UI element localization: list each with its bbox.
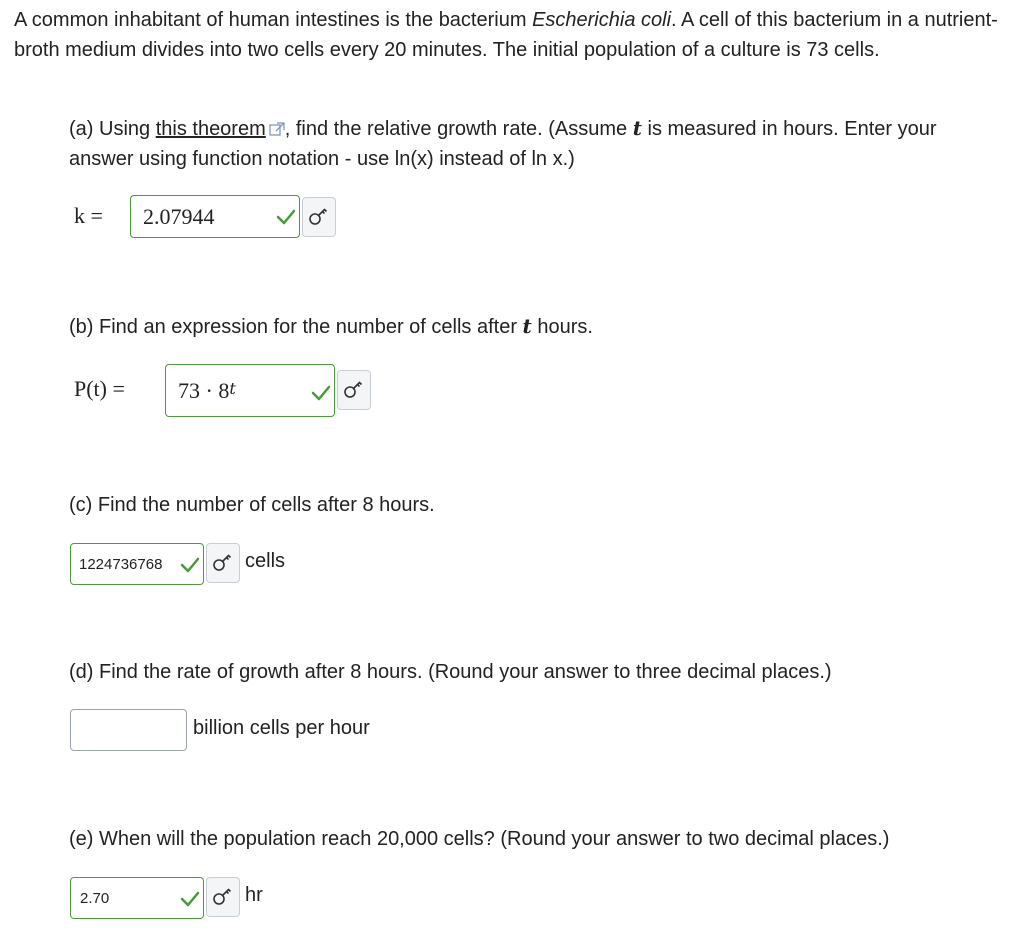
check-icon: [276, 209, 296, 225]
c-unit: cells: [245, 550, 286, 572]
key-icon: [212, 554, 234, 572]
check-icon: [311, 385, 331, 401]
p-answer-value: 73 · 8 $^t$: [178, 377, 236, 403]
part-c-question: (c) Find the number of cells after 8 hours.: [69, 494, 435, 516]
p-label: P(t) =: [74, 376, 125, 401]
part-d-question: (d) Find the rate of growth after 8 hours. (Round your answer to three decimal places.): [69, 661, 832, 683]
e-unit: hr: [245, 884, 263, 906]
check-icon: [180, 557, 200, 573]
d-unit: billion cells per hour: [193, 717, 370, 739]
c-answer-value: 1224736768: [79, 555, 163, 573]
external-link-icon[interactable]: [269, 122, 285, 136]
intro-text-1: A common inhabitant of human intestines is the bacterium: [14, 9, 533, 31]
p-answer-field[interactable]: [165, 364, 335, 417]
key-button-b[interactable]: [337, 370, 371, 410]
intro-text-2: . A cell of this bacterium in a nutrient-broth medium divides into two cells every 20 minutes. The initial population of a culture is 73 cells.: [14, 9, 998, 61]
key-button-e[interactable]: [206, 877, 240, 917]
e-answer-field[interactable]: [70, 877, 204, 919]
e-answer-value: 2.70: [80, 889, 110, 907]
organism-name: Escherichia coli: [532, 9, 672, 31]
key-button-c[interactable]: [206, 543, 240, 583]
theorem-link[interactable]: this theorem: [155, 118, 266, 140]
key-icon: [343, 381, 365, 399]
key-icon: [212, 888, 234, 906]
part-e-question: (e) When will the population reach 20,000 cells? (Round your answer to two decimal places.): [69, 828, 890, 850]
d-answer-field[interactable]: [70, 709, 187, 751]
check-icon: [180, 891, 200, 907]
var-t: t: [632, 116, 642, 140]
part-a-question: (a) Using this theorem , find the relative growth rate. (Assume t is measured in hours. Enter your answer using function notation - use ln(x) instead of ln x.): [69, 116, 937, 170]
c-answer-field[interactable]: [70, 543, 204, 585]
key-icon: [308, 208, 330, 226]
k-answer-value: 2.07944: [143, 203, 215, 229]
problem-statement: [14, 6, 1004, 65]
k-answer-field[interactable]: [130, 195, 300, 238]
key-button-a[interactable]: [302, 197, 336, 237]
part-b-question: (b) Find an expression for the number of cells after t hours.: [69, 314, 593, 338]
k-label: k =: [74, 203, 103, 228]
